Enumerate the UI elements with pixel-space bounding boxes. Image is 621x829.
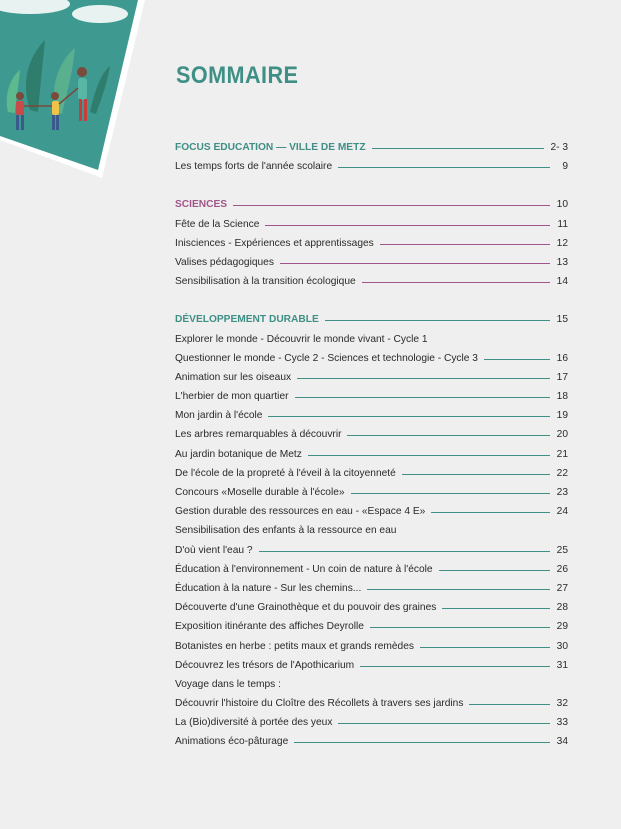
dot-leader-line bbox=[367, 589, 550, 590]
family-walking-illustration bbox=[0, 0, 145, 180]
entry-label: SCIENCES bbox=[175, 199, 228, 211]
entry-label: Valises pédagogiques bbox=[175, 256, 274, 268]
toc-entry[interactable] bbox=[175, 219, 568, 238]
dot-leader-line bbox=[338, 167, 550, 168]
section-heading-dd[interactable] bbox=[175, 314, 568, 333]
entry-label: Inisciences - Expériences et apprentissages bbox=[175, 237, 374, 249]
table-of-contents bbox=[175, 142, 568, 756]
page-number: 32 bbox=[556, 698, 568, 710]
page-number: 2- 3 bbox=[550, 142, 568, 153]
page-number: 12 bbox=[556, 237, 568, 249]
dot-leader-line bbox=[233, 205, 550, 206]
toc-entry[interactable] bbox=[175, 372, 568, 391]
toc-entry[interactable] bbox=[175, 583, 568, 602]
entry-label: Questionner le monde - Cycle 2 - Sciences et technologie - Cycle 3 bbox=[175, 352, 478, 364]
toc-entry[interactable] bbox=[175, 410, 568, 429]
toc-entry[interactable] bbox=[175, 679, 568, 698]
page-number: 15 bbox=[556, 314, 568, 326]
entry-label: Exposition itinérante des affiches Deyrolle bbox=[175, 621, 364, 633]
page-number: 34 bbox=[556, 736, 568, 748]
page-number: 16 bbox=[556, 352, 568, 364]
dot-leader-line bbox=[442, 608, 550, 609]
toc-entry[interactable] bbox=[175, 641, 568, 660]
entry-label: Fête de la Science bbox=[175, 218, 260, 230]
entry-label: La (Bio)diversité à portée des yeux bbox=[175, 717, 333, 729]
dot-leader-line bbox=[347, 435, 550, 436]
entry-label: Gestion durable des ressources en eau - «Espace 4 E» bbox=[175, 506, 426, 518]
section-heading-edu[interactable] bbox=[175, 142, 568, 161]
dot-leader-line bbox=[351, 493, 550, 494]
entry-label: Les arbres remarquables à découvrir bbox=[175, 429, 342, 441]
page-number: 29 bbox=[556, 621, 568, 633]
dot-leader-line bbox=[325, 320, 550, 321]
toc-entry[interactable] bbox=[175, 736, 568, 755]
dot-leader-line bbox=[370, 627, 550, 628]
dot-leader-line bbox=[308, 455, 550, 456]
page-number: 11 bbox=[557, 218, 568, 230]
dot-leader-line bbox=[295, 397, 550, 398]
entry-label: Sensibilisation des enfants à la ressource en eau bbox=[175, 525, 397, 537]
dot-leader-line bbox=[268, 416, 550, 417]
toc-entry[interactable] bbox=[175, 487, 568, 506]
page-number: 18 bbox=[556, 391, 568, 403]
entry-label: Sensibilisation à la transition écologique bbox=[175, 276, 356, 288]
toc-entry[interactable] bbox=[175, 334, 568, 353]
dot-leader-line bbox=[338, 723, 550, 724]
page-number: 24 bbox=[556, 506, 568, 518]
toc-entry[interactable] bbox=[175, 717, 568, 736]
entry-label: Éducation à la nature - Sur les chemins... bbox=[175, 582, 362, 594]
page-number: 33 bbox=[556, 717, 568, 729]
entry-label: L'herbier de mon quartier bbox=[175, 391, 289, 403]
dot-leader-line bbox=[297, 378, 550, 379]
page-number: 20 bbox=[556, 429, 568, 441]
entry-label: Explorer le monde - Découvrir le monde vivant - Cycle 1 bbox=[175, 333, 428, 345]
toc-entry[interactable] bbox=[175, 468, 568, 487]
toc-entry[interactable] bbox=[175, 621, 568, 640]
dot-leader-line bbox=[380, 244, 550, 245]
dot-leader-line bbox=[431, 512, 550, 513]
entry-label: Éducation à l'environnement - Un coin de nature à l'école bbox=[175, 563, 433, 575]
page-number: 22 bbox=[556, 467, 568, 479]
toc-entry[interactable] bbox=[175, 545, 568, 564]
section-heading-sci[interactable] bbox=[175, 199, 568, 218]
entry-label: Découvrir l'histoire du Cloître des Récollets à travers ses jardins bbox=[175, 698, 464, 710]
page-number: 23 bbox=[556, 487, 568, 498]
entry-label: Au jardin botanique de Metz bbox=[175, 448, 302, 460]
page-number: 25 bbox=[556, 544, 568, 556]
toc-entry[interactable] bbox=[175, 391, 568, 410]
dot-leader-line bbox=[265, 225, 550, 226]
dot-leader-line bbox=[362, 282, 550, 283]
dot-leader-line bbox=[372, 148, 545, 149]
page-number: 10 bbox=[556, 199, 568, 211]
toc-entry[interactable] bbox=[175, 506, 568, 525]
toc-entry[interactable] bbox=[175, 276, 568, 295]
dot-leader-line bbox=[294, 742, 550, 743]
dot-leader-line bbox=[420, 647, 550, 648]
page-number: 17 bbox=[556, 371, 568, 383]
page-number: 13 bbox=[556, 256, 568, 268]
toc-entry[interactable] bbox=[175, 564, 568, 583]
dot-leader-line bbox=[439, 570, 550, 571]
dot-leader-line bbox=[360, 666, 550, 667]
page-number: 19 bbox=[556, 410, 568, 422]
section-spacer bbox=[175, 295, 568, 314]
page-number: 21 bbox=[556, 448, 568, 460]
entry-label: D'où vient l'eau ? bbox=[175, 544, 253, 556]
page-number: 9 bbox=[562, 161, 568, 173]
page-number: 14 bbox=[556, 276, 568, 288]
entry-label: Mon jardin à l'école bbox=[175, 410, 263, 422]
page-number: 30 bbox=[556, 640, 568, 652]
entry-label: Animation sur les oiseaux bbox=[175, 371, 292, 383]
entry-label: Concours «Moselle durable à l'école» bbox=[175, 487, 345, 498]
toc-entry[interactable] bbox=[175, 257, 568, 276]
dot-leader-line bbox=[259, 551, 550, 552]
dot-leader-line bbox=[402, 474, 550, 475]
entry-label: FOCUS EDUCATION — VILLE DE METZ bbox=[175, 142, 366, 153]
toc-entry[interactable] bbox=[175, 353, 568, 372]
entry-label: Voyage dans le temps : bbox=[175, 678, 281, 690]
toc-entry[interactable] bbox=[175, 449, 568, 468]
toc-entry[interactable] bbox=[175, 429, 568, 448]
page-title: SOMMAIRE bbox=[176, 62, 299, 89]
dot-leader-line bbox=[280, 263, 550, 264]
toc-entry[interactable] bbox=[175, 698, 568, 717]
page-number: 27 bbox=[556, 582, 568, 594]
toc-entry[interactable] bbox=[175, 525, 568, 544]
toc-entry[interactable] bbox=[175, 602, 568, 621]
entry-label: Les temps forts de l'année scolaire bbox=[175, 161, 333, 173]
toc-entry[interactable] bbox=[175, 161, 568, 180]
section-spacer bbox=[175, 180, 568, 199]
entry-label: Animations éco-pâturage bbox=[175, 736, 289, 748]
dot-leader-line bbox=[484, 359, 550, 360]
page-number: 28 bbox=[556, 602, 568, 614]
entry-label: Découverte d'une Grainothèque et du pouvoir des graines bbox=[175, 602, 437, 614]
page-number: 26 bbox=[556, 563, 568, 575]
dot-leader-line bbox=[469, 704, 550, 705]
entry-label: Découvrez les trésors de l'Apothicarium bbox=[175, 659, 355, 671]
toc-entry[interactable] bbox=[175, 660, 568, 679]
entry-label: DÉVELOPPEMENT DURABLE bbox=[175, 314, 319, 326]
page-number: 31 bbox=[556, 659, 568, 671]
entry-label: De l'école de la propreté à l'éveil à la citoyenneté bbox=[175, 467, 396, 479]
entry-label: Botanistes en herbe : petits maux et grands remèdes bbox=[175, 640, 414, 652]
toc-entry[interactable] bbox=[175, 238, 568, 257]
